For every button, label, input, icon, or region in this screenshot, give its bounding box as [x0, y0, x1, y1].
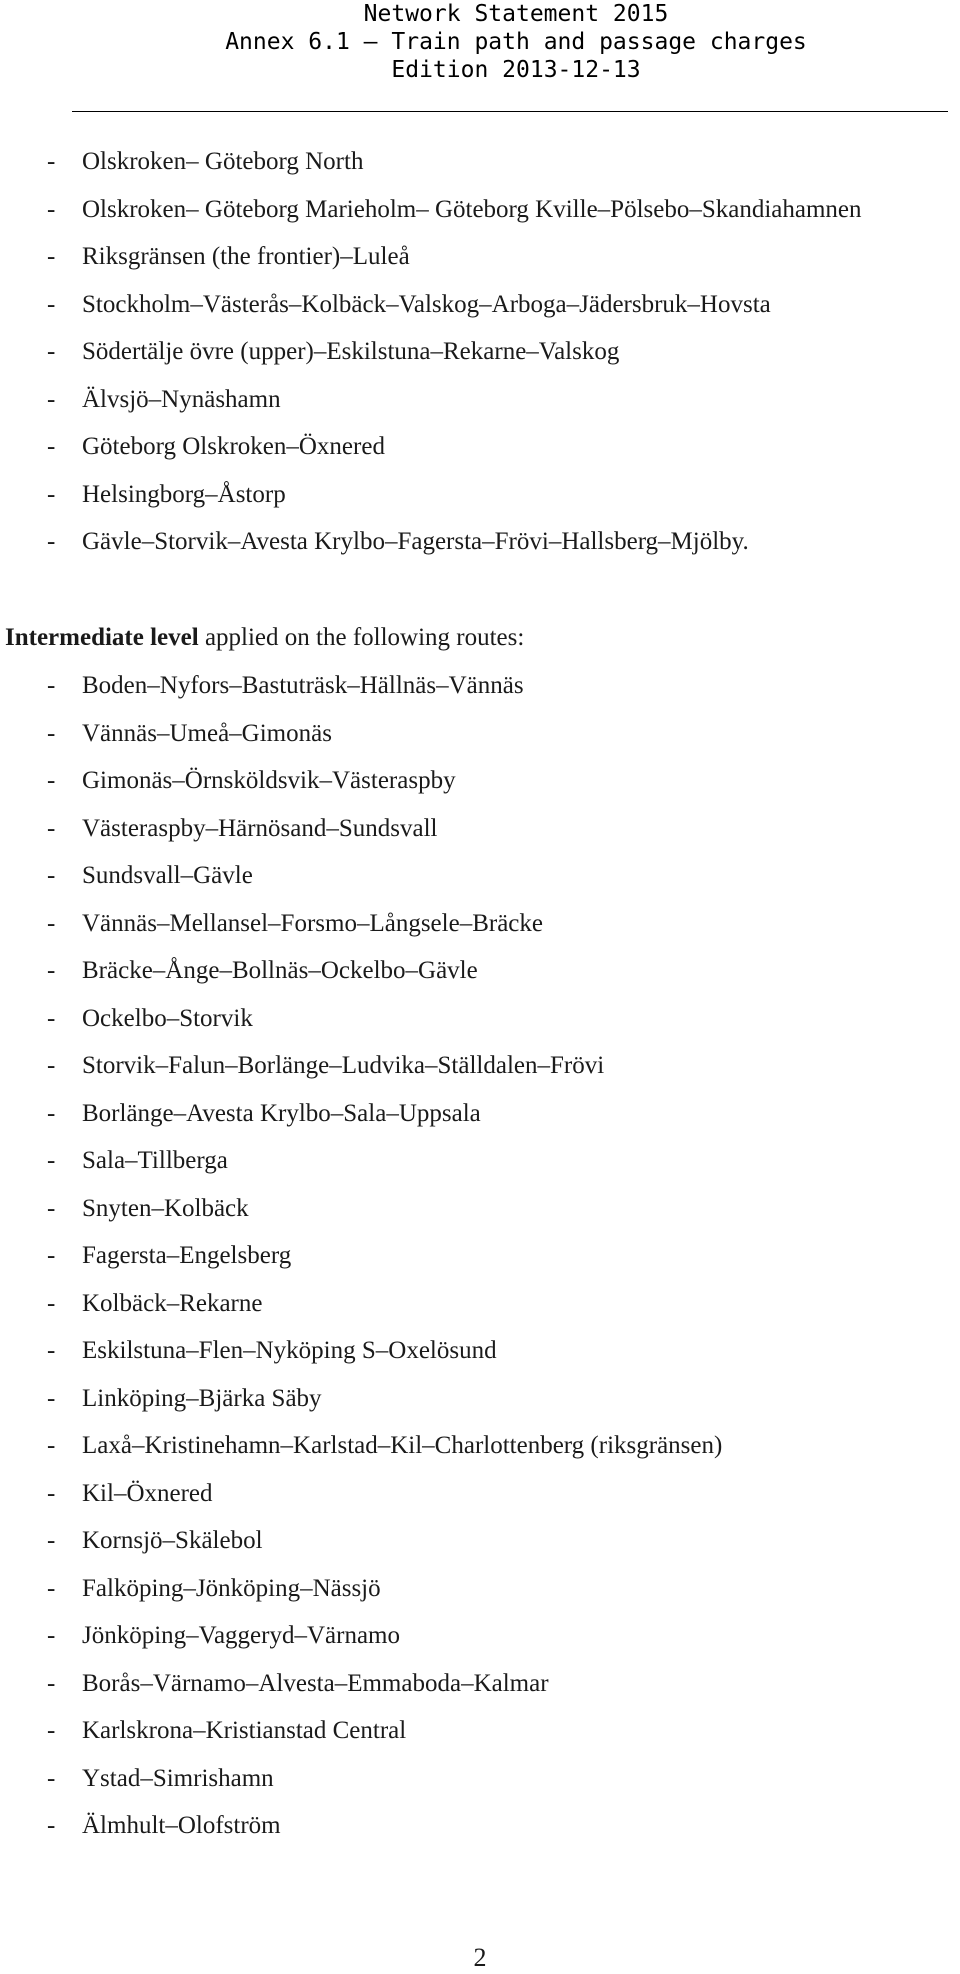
list-dash: - [47, 1764, 56, 1792]
list-dash: - [47, 1622, 56, 1649]
list-dash: - [47, 1099, 56, 1127]
route-text: Boden–Nyfors–Bastuträsk–Hällnäs–Vännäs [82, 672, 524, 699]
list-dash: - [47, 148, 56, 175]
list-dash: - [47, 814, 56, 842]
top-routes-section [0, 138, 960, 566]
route-text: Helsingborg–Åstorp [82, 480, 286, 508]
list-dash: - [47, 1479, 56, 1507]
list-item [0, 1232, 960, 1280]
route-text: Sala–Tillberga [82, 1147, 228, 1174]
list-dash: - [47, 767, 56, 794]
route-text: Olskroken– Göteborg Marieholm– Göteborg Kville–Pölsebo–Skandiahamnen [82, 195, 862, 223]
route-text: Kil–Öxnered [82, 1479, 213, 1507]
route-text: Ockelbo–Storvik [82, 1004, 253, 1032]
list-item [0, 1660, 960, 1708]
list-dash: - [47, 1242, 56, 1269]
list-dash: - [47, 719, 56, 747]
header-divider [72, 111, 948, 112]
list-item [0, 281, 960, 329]
list-dash: - [47, 1289, 56, 1317]
route-text: Göteborg Olskroken–Öxnered [82, 433, 385, 460]
list-dash: - [47, 1384, 56, 1412]
route-text: Storvik–Falun–Borlänge–Ludvika–Ställdalen–Frövi [82, 1052, 605, 1079]
route-text: Gävle–Storvik–Avesta Krylbo–Fagersta–Frövi–Hallsberg–Mjölby. [82, 528, 749, 555]
list-item [0, 376, 960, 424]
list-item [0, 947, 960, 995]
route-text: Laxå–Kristinehamn–Karlstad–Kil–Charlottenberg (riksgränsen) [82, 1432, 723, 1459]
list-dash: - [47, 1527, 56, 1554]
list-item [0, 471, 960, 519]
route-text: Kolbäck–Rekarne [82, 1289, 263, 1317]
list-item [0, 518, 960, 566]
list-dash: - [47, 1432, 56, 1459]
list-item [0, 900, 960, 948]
route-text: Södertälje övre (upper)–Eskilstuna–Rekarne–Valskog [82, 338, 620, 365]
route-text: Borås–Värnamo–Alvesta–Emmaboda–Kalmar [82, 1669, 549, 1697]
route-text: Kornsjö–Skälebol [82, 1527, 263, 1554]
route-text: Bräcke–Ånge–Bollnäs–Ockelbo–Gävle [82, 957, 478, 984]
intermediate-label-rest: applied on the following routes: [198, 624, 525, 651]
route-text: Fagersta–Engelsberg [82, 1242, 292, 1269]
page-header [0, 0, 960, 84]
list-item [0, 138, 960, 186]
list-item [0, 1375, 960, 1423]
intermediate-label: Intermediate level [5, 624, 199, 651]
list-dash: - [47, 338, 56, 365]
list-item [0, 423, 960, 471]
list-item [0, 995, 960, 1043]
route-text: Stockholm–Västerås–Kolbäck–Valskog–Arboga–Jädersbruk–Hovsta [82, 290, 771, 318]
list-dash: - [47, 480, 56, 508]
route-text: Västeraspby–Härnösand–Sundsvall [82, 814, 438, 842]
list-dash: - [47, 1147, 56, 1174]
list-dash: - [47, 1717, 56, 1744]
route-text: Sundsvall–Gävle [82, 862, 253, 889]
list-item [0, 1327, 960, 1375]
list-item [0, 852, 960, 900]
route-text: Älvsjö–Nynäshamn [82, 385, 281, 413]
list-dash: - [47, 1669, 56, 1697]
list-item [0, 1755, 960, 1803]
route-text: Snyten–Kolbäck [82, 1194, 249, 1222]
list-dash: - [47, 1194, 56, 1222]
list-dash: - [47, 862, 56, 889]
route-text: Älmhult–Olofström [82, 1812, 281, 1839]
list-dash: - [47, 1574, 56, 1602]
route-text: Jönköping–Vaggeryd–Värnamo [82, 1622, 400, 1649]
intermediate-routes-list [0, 662, 960, 1850]
route-text: Vännäs–Umeå–Gimonäs [82, 719, 332, 747]
list-item [0, 1802, 960, 1850]
list-item [0, 1707, 960, 1755]
list-dash: - [47, 672, 56, 699]
route-text: Riksgränsen (the frontier)–Luleå [82, 243, 410, 270]
list-dash: - [47, 909, 56, 937]
list-item [0, 1470, 960, 1518]
list-item [0, 1137, 960, 1185]
list-item [0, 1042, 960, 1090]
list-dash: - [47, 290, 56, 318]
list-dash: - [47, 243, 56, 270]
list-item [0, 1185, 960, 1233]
list-item [0, 1090, 960, 1138]
list-item [0, 805, 960, 853]
route-text: Gimonäs–Örnsköldsvik–Västeraspby [82, 767, 456, 794]
list-item [0, 1280, 960, 1328]
list-item [0, 233, 960, 281]
header-title: Network Statement 2015 [363, 1, 669, 27]
route-text: Olskroken– Göteborg North [82, 148, 364, 175]
route-text: Falköping–Jönköping–Nässjö [82, 1574, 381, 1602]
header-annex: Annex 6.1 – Train path and passage charges [225, 29, 807, 55]
list-dash: - [47, 195, 56, 223]
list-item [0, 757, 960, 805]
route-text: Linköping–Bjärka Säby [82, 1384, 322, 1412]
list-dash: - [47, 433, 56, 460]
list-item [0, 710, 960, 758]
list-dash: - [47, 528, 56, 555]
top-routes-list [0, 138, 960, 566]
list-dash: - [47, 1337, 56, 1364]
list-item [0, 328, 960, 376]
list-item [0, 662, 960, 710]
intermediate-heading [5, 614, 524, 662]
header-edition: Edition 2013-12-13 [391, 57, 641, 83]
list-dash: - [47, 385, 56, 413]
list-item [0, 1422, 960, 1470]
route-text: Borlänge–Avesta Krylbo–Sala–Uppsala [82, 1099, 481, 1127]
list-dash: - [47, 1052, 56, 1079]
list-item [0, 1612, 960, 1660]
list-dash: - [47, 957, 56, 984]
route-text: Karlskrona–Kristianstad Central [82, 1717, 407, 1744]
list-dash: - [47, 1812, 56, 1839]
list-item [0, 1517, 960, 1565]
page-number: 2 [473, 1943, 487, 1972]
list-dash: - [47, 1004, 56, 1032]
list-item [0, 1565, 960, 1613]
list-item [0, 186, 960, 234]
route-text: Eskilstuna–Flen–Nyköping S–Oxelösund [82, 1337, 497, 1364]
route-text: Vännäs–Mellansel–Forsmo–Långsele–Bräcke [82, 909, 543, 937]
route-text: Ystad–Simrishamn [82, 1764, 274, 1792]
